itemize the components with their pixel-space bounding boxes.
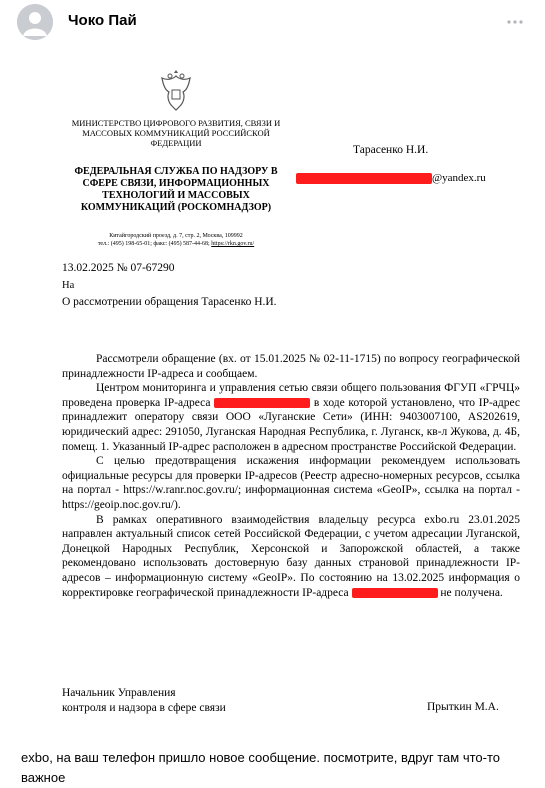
letter-body	[62, 352, 520, 600]
na-label: На	[62, 280, 75, 291]
paragraph-3: С целью предотвращения искажения информации рекомендуем использовать официальные ресурсы для проверки IP-адресов (Реестр адресно-номерных ресурсов, ссылка на портал - https://w.ranr.noc.gov.ru/; информационная система «GeoIP», ссылка на портал - https://geoip.noc.gov.ru/).	[62, 455, 520, 511]
paragraph-4	[62, 513, 520, 601]
email-domain: @yandex.ru	[432, 172, 486, 184]
paragraph-1: Рассмотрели обращение (вх. от 15.01.2025 № 02-11-1715) по вопросу географической принадлежности IP-адреса и сообщаем.	[62, 353, 520, 380]
letter-image[interactable]	[0, 60, 545, 726]
paragraph-2	[62, 381, 520, 454]
address-line: Китайгородский проезд, д. 7, стр. 2, Москва, 109992	[109, 233, 243, 239]
paragraph-2-start: Центром мониторинга и управления сетью связи общего пользования ФГУП «ГРЧЦ» проведена проверка IP-адреса	[62, 382, 520, 409]
post-header	[0, 0, 545, 46]
redaction-ip-2	[352, 588, 438, 598]
sender-address	[54, 232, 298, 248]
subject: О рассмотрении обращения Тарасенко Н.И.	[62, 296, 277, 308]
redaction-email	[296, 173, 432, 184]
signer-name: Прыткин М.А.	[427, 701, 499, 713]
coat-of-arms-icon	[156, 70, 196, 114]
recipient-email	[296, 172, 486, 186]
contacts-line	[54, 240, 298, 248]
signer-title-line-2: контроля и надзора в сфере связи	[62, 702, 226, 714]
doc-number: 13.02.2025 № 07-67290	[62, 262, 175, 274]
user-silhouette-icon	[17, 4, 53, 40]
avatar[interactable]	[17, 4, 53, 40]
paragraph-2-end: в ходе которой установлено, что IP-адрес принадлежит оператору связи ООО «Луганские Сети» (ИНН: 9403007100, AS202619, юридический адрес: 291050, Луганская Народная Республика, г. Луганск, кв-л Жукова, д. 4Б, помещ. 1. Указанный IP-адрес расположен в адресном пространстве Российской Федерации.	[62, 396, 520, 453]
redaction-ip-1	[214, 398, 310, 408]
post-caption: exbo, на ваш телефон пришло новое сообщение. посмотрите, вдруг там что-то важное	[21, 750, 501, 785]
recipient-name: Тарасенко Н.И.	[353, 144, 429, 156]
service-heading: ФЕДЕРАЛЬНАЯ СЛУЖБА ПО НАДЗОРУ В СФЕРЕ СВЯЗИ, ИНФОРМАЦИОННЫХ ТЕХНОЛОГИЙ И МАССОВЫХ КОММУНИКАЦИЙ (РОСКОМНАДЗОР)	[74, 166, 278, 213]
ministry-heading: МИНИСТЕРСТВО ЦИФРОВОГО РАЗВИТИЯ, СВЯЗИ И МАССОВЫХ КОММУНИКАЦИЙ РОССИЙСКОЙ ФЕДЕРАЦИИ	[71, 118, 281, 148]
author-name[interactable]: Чоко Пай	[68, 12, 137, 29]
website-link: https://rkn.gov.ru/	[211, 241, 255, 247]
signer-title	[62, 686, 226, 716]
paragraph-4-start: В рамках оперативного взаимодействия владельцу ресурса exbo.ru 23.01.2025 направлен актуальный список сетей Российской Федерации, с учетом адресации Луганской, Донецкой Народных Республик, Херсонской и Запорожской областей, а также рекомендовано использовать достоверную базу данных страновой принадлежности IP-адресов – информационную систему «GeoIP». По состоянию на 13.02.2025 информация о корректировке географической принадлежности IP-адреса	[62, 513, 520, 599]
more-options-button[interactable]	[505, 14, 525, 30]
phone-fax: тел.: (495) 198-65-01; факс: (495) 587-44-68;	[97, 241, 210, 247]
signer-title-line-1: Начальник Управления	[62, 687, 176, 699]
more-dots-icon	[505, 14, 525, 30]
paragraph-4-end: не получена.	[440, 586, 503, 599]
